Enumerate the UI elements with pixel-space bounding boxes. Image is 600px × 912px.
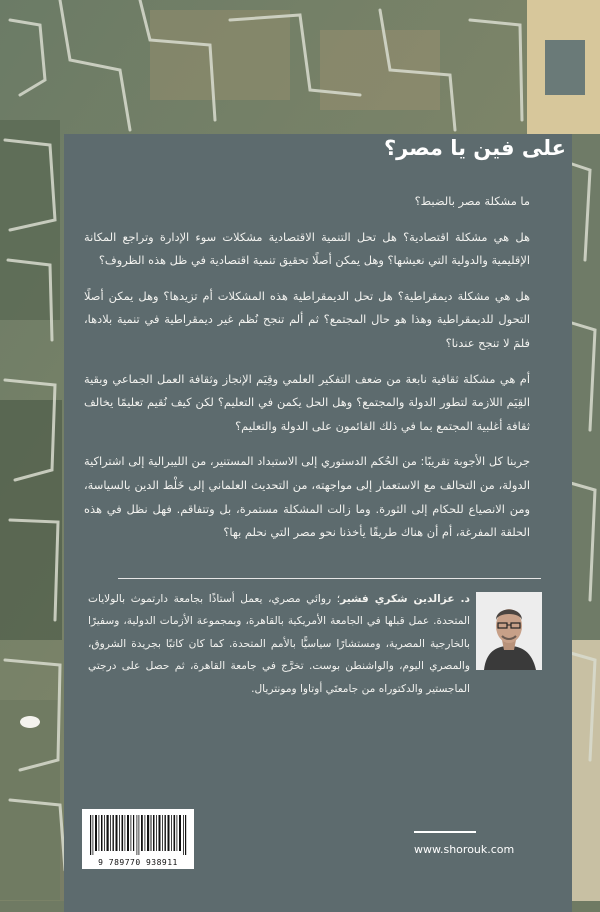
author-photo: [476, 592, 542, 670]
publisher-website: www.shorouk.com: [414, 843, 515, 856]
book-title: على فين يا مصر؟: [383, 136, 566, 160]
blurb: [84, 190, 530, 545]
blurb-paragraph-5: جربنا كل الأجوبة تقريبًا: من الحُكم الدستوري إلى الاستبداد المستنير، من الليبرالية إلى اشتراكية الدولة، من التحالف مع الاستعمار إلى مواجهته، من التحديث العلماني إلى خَلْط الدين بالسياسة، ومن الانصياع للحكام إلى الثورة. وما زالت المشكلة مستمرة، بل وتتفاقم. فهل نظل في هذه الحلقة المفرغة، أم أن هناك طريقًا يأخذنا نحو مصر التي نحلم بها؟: [84, 454, 530, 540]
barcode: [82, 809, 194, 869]
blurb-paragraph-4: أم هي مشكلة ثقافية نابعة من ضعف التفكير العلمي وقِيَم الإنجاز وثقافة العمل الجماعي وبقية القِيَم اللازمة لتطور الدولة والمجتمع؟ وهل الحل يكمن في التعليم؟ لكن كيف نُقيم تعليمًا يخالف ثقافة أغلبية المجتمع بما في ذلك القائمون على الدولة والتعليم؟: [84, 371, 530, 433]
author-bio: [88, 588, 470, 700]
author-bio-text: ؛ روائي مصري، يعمل أستاذًا بجامعة دارتموث بالولايات المتحدة. عمل قبلها في الجامعة الأمريكية بالقاهرة، وبمجموعة الأزمات الدولية، وسفيرًا بالخارجية المصرية، ومستشارًا سياسيًّا بالأمم المتحدة. كما كان كاتبًا بجريدة الشروق، والمصري اليوم، والواشنطن بوست. تخرَّج في جامعة القاهرة، ثم حصل على درجتي الماجستير والدكتوراه من جامعتَي أوتاوا ومونتريال.: [88, 593, 470, 695]
section-divider: [118, 578, 541, 579]
blurb-paragraph-1: ما مشكلة مصر بالضبط؟: [414, 194, 530, 208]
blurb-paragraph-2: هل هي مشكلة اقتصادية؟ هل تحل التنمية الاقتصادية مشكلات سوء الإدارة وتراجع المكانة الإقليمية والدولية التي نعيشها؟ وهل يمكن أصلًا تحقيق تنمية اقتصادية في ظل هذه الظروف؟: [84, 229, 530, 268]
author-name: د. عزالدين شكري فشير: [340, 593, 470, 605]
isbn-number: 9 789770 938911: [98, 858, 178, 867]
publisher-logo: [414, 815, 538, 835]
barcode-icon: [88, 815, 188, 855]
blurb-paragraph-3: هل هي مشكلة ديمقراطية؟ هل تحل الديمقراطية هذه المشكلات أم تزيدها؟ وهل يمكن أصلًا التحول للديمقراطية وهذا هو حال المجتمع؟ ثم ألم تنجح نُظم غير ديمقراطية في تنمية بلادها، فلمَ لا تنجح عندنا؟: [84, 288, 530, 350]
